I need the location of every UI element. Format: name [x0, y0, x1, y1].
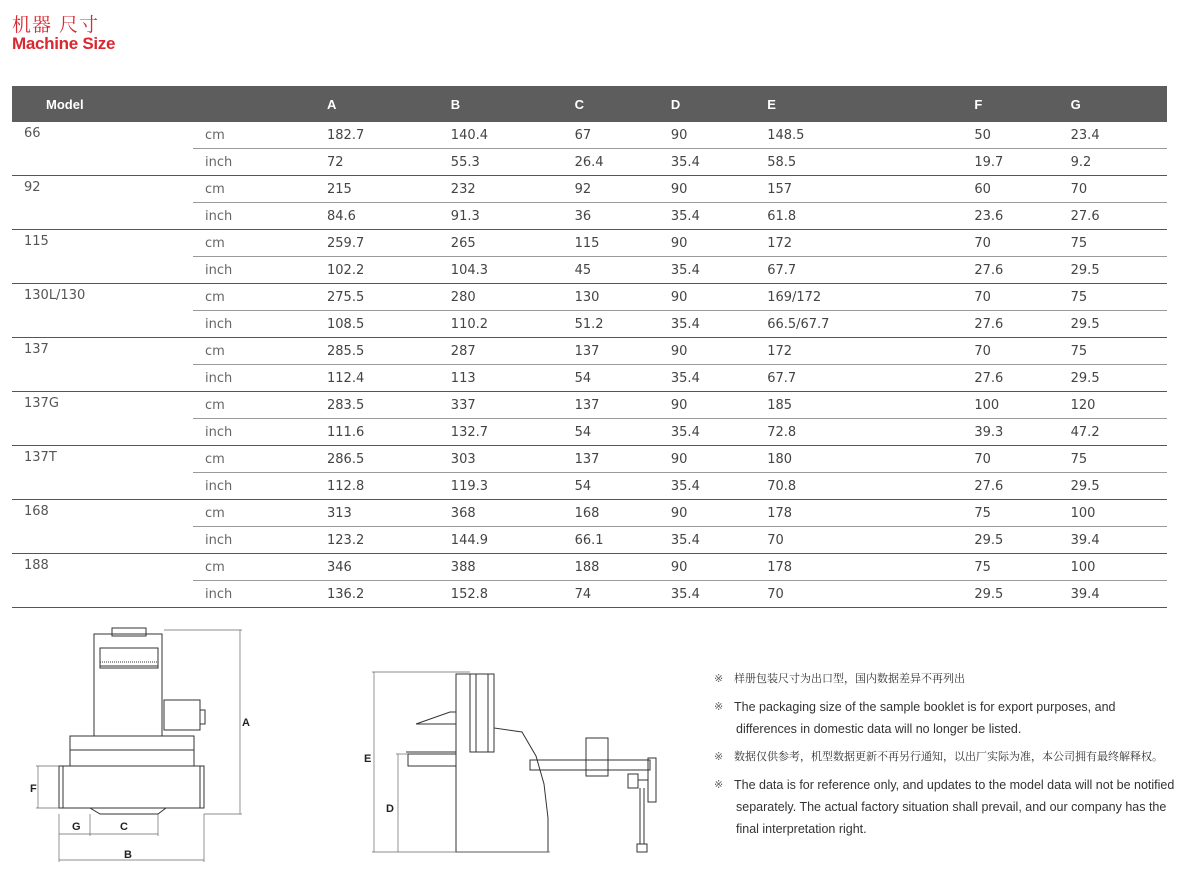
- value-cell: 102.2: [327, 257, 451, 284]
- value-cell: 35.4: [671, 203, 767, 230]
- unit-cell: cm: [193, 446, 327, 473]
- value-cell: 35.4: [671, 473, 767, 500]
- value-cell: 72: [327, 149, 451, 176]
- value-cell: 111.6: [327, 419, 451, 446]
- table-row: [12, 500, 1167, 527]
- value-cell: 90: [671, 176, 767, 203]
- value-cell: 47.2: [1071, 419, 1167, 446]
- value-cell: 90: [671, 500, 767, 527]
- note-mark: ※: [714, 779, 724, 791]
- value-cell: 172: [767, 230, 974, 257]
- value-cell: 180: [767, 446, 974, 473]
- header-c: C: [575, 86, 671, 122]
- value-cell: 90: [671, 554, 767, 581]
- value-cell: 75: [1071, 284, 1167, 311]
- model-cell: 137T: [12, 446, 193, 500]
- note-1: [714, 668, 1174, 690]
- value-cell: 70: [974, 230, 1070, 257]
- model-cell: 137G: [12, 392, 193, 446]
- value-cell: 67: [575, 122, 671, 149]
- value-cell: 168: [575, 500, 671, 527]
- note-4-line-1: The data is for reference only, and updates to the model data will not be notified: [734, 778, 1175, 792]
- value-cell: 346: [327, 554, 451, 581]
- value-cell: 29.5: [1071, 257, 1167, 284]
- value-cell: 115: [575, 230, 671, 257]
- value-cell: 51.2: [575, 311, 671, 338]
- value-cell: 35.4: [671, 257, 767, 284]
- table-row: [12, 446, 1167, 473]
- value-cell: 178: [767, 500, 974, 527]
- unit-cell: cm: [193, 122, 327, 149]
- table-header-row: [12, 86, 1167, 122]
- value-cell: 35.4: [671, 419, 767, 446]
- value-cell: 26.4: [575, 149, 671, 176]
- value-cell: 9.2: [1071, 149, 1167, 176]
- value-cell: 232: [451, 176, 575, 203]
- value-cell: 54: [575, 365, 671, 392]
- value-cell: 90: [671, 392, 767, 419]
- value-cell: 70: [767, 527, 974, 554]
- table-row: [12, 554, 1167, 581]
- page-title-english: Machine Size: [12, 34, 116, 53]
- value-cell: 120: [1071, 392, 1167, 419]
- header-model: Model: [12, 86, 193, 122]
- value-cell: 27.6: [1071, 203, 1167, 230]
- value-cell: 90: [671, 284, 767, 311]
- note-mark: ※: [714, 672, 724, 685]
- model-cell: 137: [12, 338, 193, 392]
- value-cell: 130: [575, 284, 671, 311]
- value-cell: 70: [767, 581, 974, 608]
- value-cell: 39.3: [974, 419, 1070, 446]
- value-cell: 157: [767, 176, 974, 203]
- table-row: [12, 392, 1167, 419]
- unit-cell: inch: [193, 203, 327, 230]
- value-cell: 112.4: [327, 365, 451, 392]
- value-cell: 91.3: [451, 203, 575, 230]
- value-cell: 137: [575, 338, 671, 365]
- value-cell: 100: [1071, 500, 1167, 527]
- value-cell: 70: [974, 338, 1070, 365]
- note-4-line-2: separately. The actual factory situation shall prevail, and our company has the: [736, 800, 1167, 814]
- value-cell: 67.7: [767, 365, 974, 392]
- value-cell: 188: [575, 554, 671, 581]
- value-cell: 275.5: [327, 284, 451, 311]
- value-cell: 29.5: [974, 581, 1070, 608]
- value-cell: 75: [1071, 338, 1167, 365]
- note-2-line-1: The packaging size of the sample booklet is for export purposes, and: [734, 700, 1116, 714]
- label-c: C: [120, 821, 128, 833]
- table-row: [12, 230, 1167, 257]
- value-cell: 113: [451, 365, 575, 392]
- value-cell: 74: [575, 581, 671, 608]
- value-cell: 90: [671, 122, 767, 149]
- label-d: D: [386, 803, 394, 815]
- header-b: B: [451, 86, 575, 122]
- model-cell: 168: [12, 500, 193, 554]
- value-cell: 104.3: [451, 257, 575, 284]
- table-row: [12, 284, 1167, 311]
- model-cell: 130L/130: [12, 284, 193, 338]
- unit-cell: cm: [193, 338, 327, 365]
- value-cell: 110.2: [451, 311, 575, 338]
- unit-cell: cm: [193, 500, 327, 527]
- note-2: [714, 696, 1174, 740]
- value-cell: 136.2: [327, 581, 451, 608]
- value-cell: 100: [1071, 554, 1167, 581]
- value-cell: 215: [327, 176, 451, 203]
- table-row: [12, 338, 1167, 365]
- value-cell: 61.8: [767, 203, 974, 230]
- header-d: D: [671, 86, 767, 122]
- unit-cell: inch: [193, 419, 327, 446]
- value-cell: 137: [575, 446, 671, 473]
- value-cell: 285.5: [327, 338, 451, 365]
- value-cell: 35.4: [671, 149, 767, 176]
- value-cell: 132.7: [451, 419, 575, 446]
- value-cell: 112.8: [327, 473, 451, 500]
- note-mark: ※: [714, 701, 724, 713]
- value-cell: 29.5: [1071, 311, 1167, 338]
- unit-cell: cm: [193, 284, 327, 311]
- value-cell: 23.4: [1071, 122, 1167, 149]
- label-b: B: [124, 849, 132, 861]
- unit-cell: cm: [193, 176, 327, 203]
- value-cell: 67.7: [767, 257, 974, 284]
- value-cell: 140.4: [451, 122, 575, 149]
- label-e: E: [364, 753, 372, 765]
- value-cell: 70: [974, 446, 1070, 473]
- value-cell: 35.4: [671, 311, 767, 338]
- value-cell: 137: [575, 392, 671, 419]
- value-cell: 75: [974, 554, 1070, 581]
- value-cell: 185: [767, 392, 974, 419]
- note-mark: ※: [714, 750, 724, 763]
- value-cell: 265: [451, 230, 575, 257]
- header-a: A: [327, 86, 451, 122]
- page-title-chinese: 机器 尺寸: [12, 14, 100, 36]
- value-cell: 182.7: [327, 122, 451, 149]
- header-unit: [193, 86, 327, 122]
- side-view-diagram: [360, 668, 670, 858]
- value-cell: 36: [575, 203, 671, 230]
- value-cell: 90: [671, 338, 767, 365]
- value-cell: 58.5: [767, 149, 974, 176]
- unit-cell: cm: [193, 230, 327, 257]
- value-cell: 144.9: [451, 527, 575, 554]
- unit-cell: inch: [193, 257, 327, 284]
- unit-cell: inch: [193, 365, 327, 392]
- value-cell: 100: [974, 392, 1070, 419]
- value-cell: 39.4: [1071, 581, 1167, 608]
- model-cell: 66: [12, 122, 193, 176]
- unit-cell: inch: [193, 527, 327, 554]
- value-cell: 75: [1071, 230, 1167, 257]
- unit-cell: inch: [193, 149, 327, 176]
- value-cell: 152.8: [451, 581, 575, 608]
- value-cell: 178: [767, 554, 974, 581]
- note-4-line-3: final interpretation right.: [736, 822, 867, 836]
- model-cell: 188: [12, 554, 193, 608]
- label-g: G: [72, 821, 81, 833]
- value-cell: 280: [451, 284, 575, 311]
- note-4: [714, 774, 1174, 840]
- value-cell: 39.4: [1071, 527, 1167, 554]
- value-cell: 287: [451, 338, 575, 365]
- model-cell: 92: [12, 176, 193, 230]
- note-2-line-2: differences in domestic data will no longer be listed.: [736, 722, 1022, 736]
- value-cell: 92: [575, 176, 671, 203]
- value-cell: 27.6: [974, 473, 1070, 500]
- machine-size-table: [12, 86, 1167, 608]
- value-cell: 60: [974, 176, 1070, 203]
- value-cell: 337: [451, 392, 575, 419]
- value-cell: 66.5/67.7: [767, 311, 974, 338]
- value-cell: 169/172: [767, 284, 974, 311]
- value-cell: 259.7: [327, 230, 451, 257]
- header-g: G: [1071, 86, 1167, 122]
- table-body: [12, 122, 1167, 608]
- value-cell: 35.4: [671, 581, 767, 608]
- value-cell: 313: [327, 500, 451, 527]
- value-cell: 50: [974, 122, 1070, 149]
- value-cell: 27.6: [974, 311, 1070, 338]
- value-cell: 283.5: [327, 392, 451, 419]
- value-cell: 119.3: [451, 473, 575, 500]
- note-3-text: 数据仅供参考，机型数据更新不再另行通知，以出厂实际为准，本公司拥有最终解释权。: [734, 750, 1163, 763]
- value-cell: 70: [974, 284, 1070, 311]
- value-cell: 54: [575, 473, 671, 500]
- value-cell: 368: [451, 500, 575, 527]
- value-cell: 84.6: [327, 203, 451, 230]
- value-cell: 90: [671, 446, 767, 473]
- unit-cell: inch: [193, 581, 327, 608]
- value-cell: 72.8: [767, 419, 974, 446]
- value-cell: 70.8: [767, 473, 974, 500]
- table-row: [12, 176, 1167, 203]
- value-cell: 35.4: [671, 527, 767, 554]
- value-cell: 54: [575, 419, 671, 446]
- table-row: [12, 122, 1167, 149]
- value-cell: 27.6: [974, 257, 1070, 284]
- value-cell: 29.5: [1071, 473, 1167, 500]
- value-cell: 123.2: [327, 527, 451, 554]
- value-cell: 55.3: [451, 149, 575, 176]
- value-cell: 286.5: [327, 446, 451, 473]
- value-cell: 45: [575, 257, 671, 284]
- unit-cell: cm: [193, 392, 327, 419]
- value-cell: 66.1: [575, 527, 671, 554]
- value-cell: 27.6: [974, 365, 1070, 392]
- model-cell: 115: [12, 230, 193, 284]
- value-cell: 388: [451, 554, 575, 581]
- value-cell: 29.5: [974, 527, 1070, 554]
- header-e: E: [767, 86, 974, 122]
- note-1-text: 样册包装尺寸为出口型，国内数据差异不再列出: [734, 672, 965, 685]
- value-cell: 75: [1071, 446, 1167, 473]
- header-f: F: [974, 86, 1070, 122]
- value-cell: 70: [1071, 176, 1167, 203]
- value-cell: 148.5: [767, 122, 974, 149]
- value-cell: 29.5: [1071, 365, 1167, 392]
- value-cell: 172: [767, 338, 974, 365]
- unit-cell: cm: [193, 554, 327, 581]
- unit-cell: inch: [193, 311, 327, 338]
- value-cell: 75: [974, 500, 1070, 527]
- unit-cell: inch: [193, 473, 327, 500]
- value-cell: 303: [451, 446, 575, 473]
- value-cell: 90: [671, 230, 767, 257]
- value-cell: 108.5: [327, 311, 451, 338]
- notes-section: [714, 668, 1174, 840]
- value-cell: 35.4: [671, 365, 767, 392]
- label-a: A: [242, 717, 250, 729]
- note-3: [714, 746, 1174, 768]
- front-view-diagram: [28, 624, 258, 869]
- label-f: F: [30, 783, 37, 795]
- value-cell: 19.7: [974, 149, 1070, 176]
- value-cell: 23.6: [974, 203, 1070, 230]
